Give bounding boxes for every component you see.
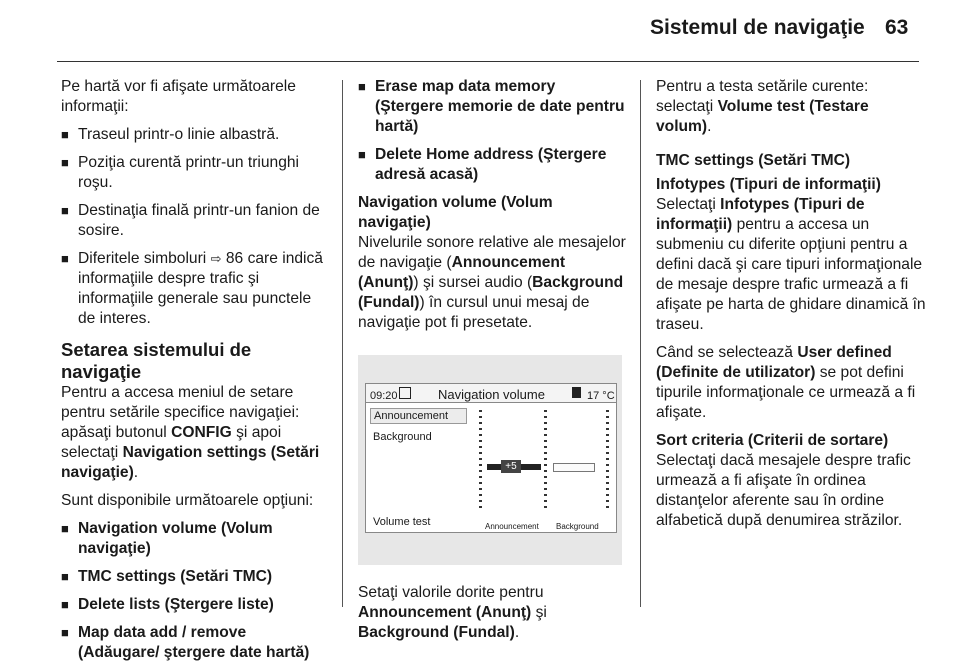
volume-test-label: Volume test (Testare volum) [656, 98, 869, 135]
navigation-volume-heading: Navigation volume (Volum navigaţie) [358, 194, 553, 231]
navigation-volume-screenshot [358, 355, 622, 565]
settings-access-paragraph: Pentru a accesa meniul de setare pentru setările specifice navigaţiei: apăsaţi butonul CONFIG şi apoi selectaţi Navigation settings (Setări navigaţie). [61, 384, 320, 481]
screen-title: Navigation volume [438, 387, 545, 402]
infotypes-paragraph: Selectaţi Infotypes (Tipuri de informaţii) pentru a accesa un submeniu cu diferite opţiuni pentru a defini dacă şi care tipuri informaţionale de mesaje despre trafic urmează a fi afişate pe harta de ghidare dinamică în traseu. [656, 196, 926, 333]
menu-item-volume-test[interactable]: Volume test [373, 516, 431, 528]
option-delete-lists: ■ Delete lists (Ştergere liste) [61, 595, 329, 615]
section-heading: Setarea sistemului de navigaţie [61, 339, 252, 382]
sort-criteria-heading: Sort criteria (Criterii de sortare) [656, 432, 889, 449]
column-1 [61, 77, 329, 671]
column-divider-1 [342, 80, 343, 607]
speaker-icon [572, 387, 581, 398]
page-reference-link[interactable]: 86 [225, 250, 244, 267]
info-bullet-position: ■ Poziţia curentă printr-un triunghi roşu. [61, 153, 329, 193]
sort-criteria-paragraph: Selectaţi dacă mesajele despre trafic urmează a fi afişate în ordinea distanţelor aferente sau în ordine alfabetică după denumirea străzilor. [656, 452, 911, 529]
scale-dots-right [606, 410, 609, 508]
clock: 09:20 [370, 390, 398, 402]
page-number: 63 [885, 16, 909, 39]
page-title: Sistemul de navigaţie [650, 16, 865, 39]
back-icon [399, 387, 411, 399]
infotypes-heading: Infotypes (Tipuri de informaţii) [656, 176, 881, 193]
announcement-scale-label: Announcement [485, 522, 539, 531]
option-navigation-volume: ■ Navigation volume (Volum navigaţie) [61, 519, 329, 559]
tmc-settings-heading: TMC settings (Setări TMC) [656, 152, 851, 169]
navigation-settings-label: Navigation settings (Setări navigaţie) [61, 444, 320, 481]
option-delete-home: ■ Delete Home address (Ştergere adresă acasă) [358, 145, 626, 185]
column-3 [656, 77, 928, 539]
page-reference-arrow-icon: ⇨ [210, 251, 222, 266]
menu-item-background[interactable]: Background [373, 431, 432, 443]
background-scale-label: Background [556, 522, 599, 531]
scale-dots-left [479, 410, 482, 508]
header-rule [57, 61, 919, 62]
info-bullet-symbols: ■ Diferitele simboluri ⇨ 86 care indică informaţiile despre trafic şi informaţiile generale sau punctele de interes. [61, 249, 329, 329]
info-bullet-route: ■ Traseul printr-o linie albastră. [61, 125, 329, 145]
config-button-label: CONFIG [171, 424, 232, 441]
menu-item-announcement[interactable]: Announcement [370, 408, 467, 424]
announcement-volume-value: +5 [501, 460, 521, 473]
intro-paragraph: Pe hartă vor fi afişate următoarele informaţii: [61, 78, 296, 115]
volume-test-paragraph: Pentru a testa setările curente: selectaţi Volume test (Testare volum). [656, 78, 869, 135]
column-2 [358, 77, 626, 651]
background-volume-bar[interactable] [553, 463, 595, 472]
option-tmc-settings: ■ TMC settings (Setări TMC) [61, 567, 329, 587]
option-map-data: ■ Map data add / remove (Adăugare/ ştergere date hartă) [61, 623, 329, 663]
column-divider-2 [640, 80, 641, 607]
options-intro: Sunt disponibile următoarele opţiuni: [61, 492, 314, 509]
info-bullet-destination: ■ Destinaţia finală printr-un fanion de sosire. [61, 201, 329, 241]
scale-dots-middle [544, 410, 547, 508]
screenshot-caption: Setaţi valorile dorite pentru Announcement (Anunţ) şi Background (Fundal). [358, 584, 547, 641]
screen-title-bar [366, 384, 616, 403]
navigation-volume-paragraph: Nivelurile sonore relative ale mesajelor de navigaţie (Announcement (Anunţ)) şi sursei audio (Background (Fundal)) în cursul unui mesaj de navigaţie pot fi presetate. [358, 234, 626, 331]
temperature: 17 °C [587, 390, 615, 402]
display-screen [365, 383, 617, 533]
user-defined-paragraph: Când se selectează User defined (Definite de utilizator) se pot defini tipurile informaţionale ce urmează a fi afişate. [656, 344, 916, 421]
option-erase-map-memory: ■ Erase map data memory (Ştergere memorie de date pentru hartă) [358, 77, 626, 137]
